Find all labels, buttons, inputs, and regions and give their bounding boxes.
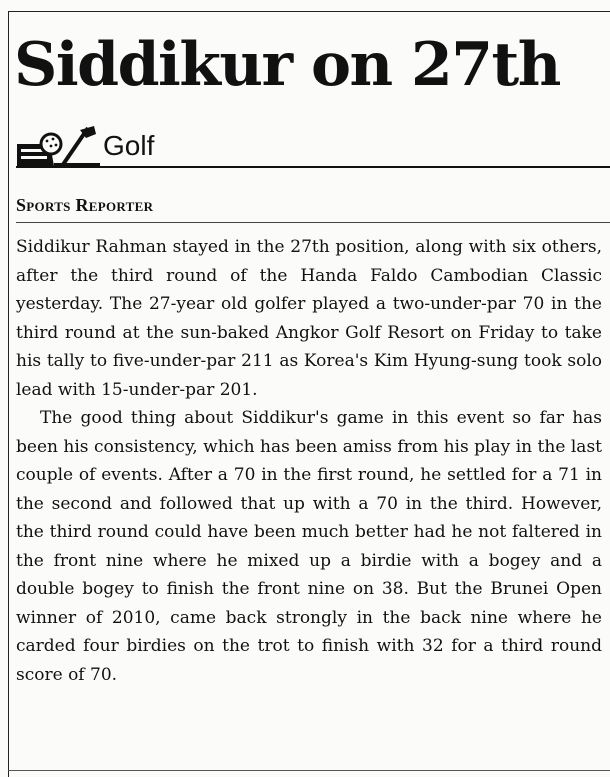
clipping-top-border [8, 11, 610, 12]
byline: Sports Reporter [16, 195, 154, 215]
section-tag-label: Golf [103, 130, 155, 161]
headline: Siddikur on 27th [14, 30, 560, 100]
article-body [16, 233, 602, 689]
clipping-left-border [8, 11, 9, 777]
article-paragraph: The good thing about Siddikur's game in this event so far has been his consistency, which has been amiss from his play in the last couple of events. After a 70 in the first round, he settled for a 71 in the second and followed that up with a 70 in the third. However, the third round could have been much better had he not faltered in the front nine where he mixed up a birdie with a bogey and a double bogey to finish the front nine on 38. But the Brunei Open winner of 2010, came back strongly in the back nine where he carded four birdies on the trot to finish with 32 for a third round score of 70. [16, 408, 602, 685]
section-divider [16, 166, 610, 168]
article-paragraph: Siddikur Rahman stayed in the 27th position, along with six others, after the third round of the Handa Faldo Cambodian Classic yesterday. The 27-year old golfer played a two-under-par 70 in the third round at the sun-baked Angkor Golf Resort on Friday to take his tally to five-under-par 211 as Korea's Kim Hyung-sung took solo lead with 15-under-par 201. [16, 237, 602, 400]
clipping-bottom-border [8, 770, 610, 771]
section-tag [16, 120, 154, 168]
byline-divider [16, 222, 610, 223]
golf-club-and-ball-icon [16, 124, 100, 168]
